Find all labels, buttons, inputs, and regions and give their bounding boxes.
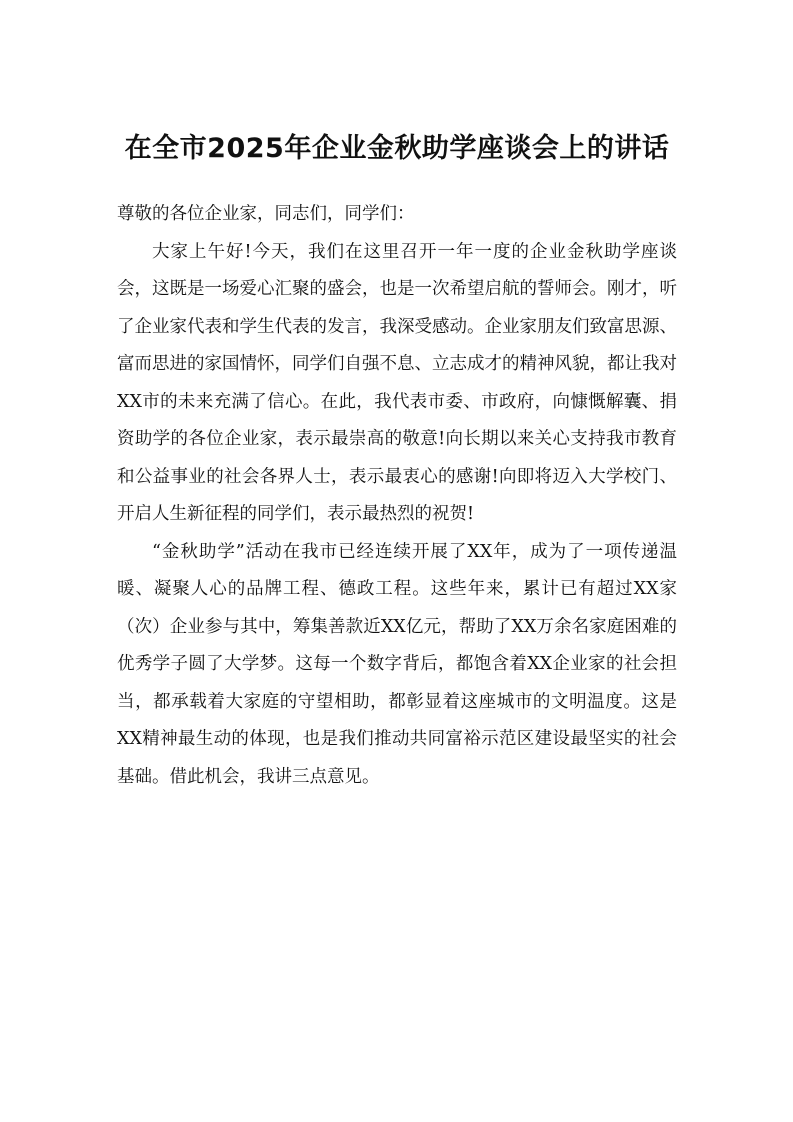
salutation: 尊敬的各位企业家，同志们，同学们： bbox=[117, 204, 415, 224]
paragraph-activity-review: “金秋助学”活动在我市已经连续开展了XX年，成为了一项传递温暖、凝聚人心的品牌工程、德政工程。这些年来，累计已有超过XX家（次）企业参与其中，筹集善款近XX亿元，帮助了XX万余名家庭困难的优秀学子圆了大学梦。这每一个数字背后，都饱含着XX企业家的社会担当，都承载着大家庭的守望相助，都彰显着这座城市的文明温度。这是XX精神最生动的体现，也是我们推动共同富裕示范区建设最坚实的社会基础。借此机会，我讲三点意见。 bbox=[117, 541, 677, 787]
paragraph-opening: 大家上午好!今天，我们在这里召开一年一度的企业金秋助学座谈会，这既是一场爱心汇聚的盛会，也是一次希望启航的誓师会。刚才，听了企业家代表和学生代表的发言，我深受感动。企业家朋友们致富思源、富而思进的家国情怀，同学们自强不息、立志成才的精神风貌，都让我对XX市的未来充满了信心。在此，我代表市委、市政府，向慷慨解囊、捐资助学的各位企业家，表示最崇高的敬意!向长期以来关心支持我市教育和公益事业的社会各界人士，表示最衷心的感谢!向即将迈入大学校门、开启人生新征程的同学们，表示最热烈的祝贺! bbox=[117, 241, 677, 524]
document-title: 在全市2025年企业金秋助学座谈会上的讲话 bbox=[124, 133, 670, 164]
